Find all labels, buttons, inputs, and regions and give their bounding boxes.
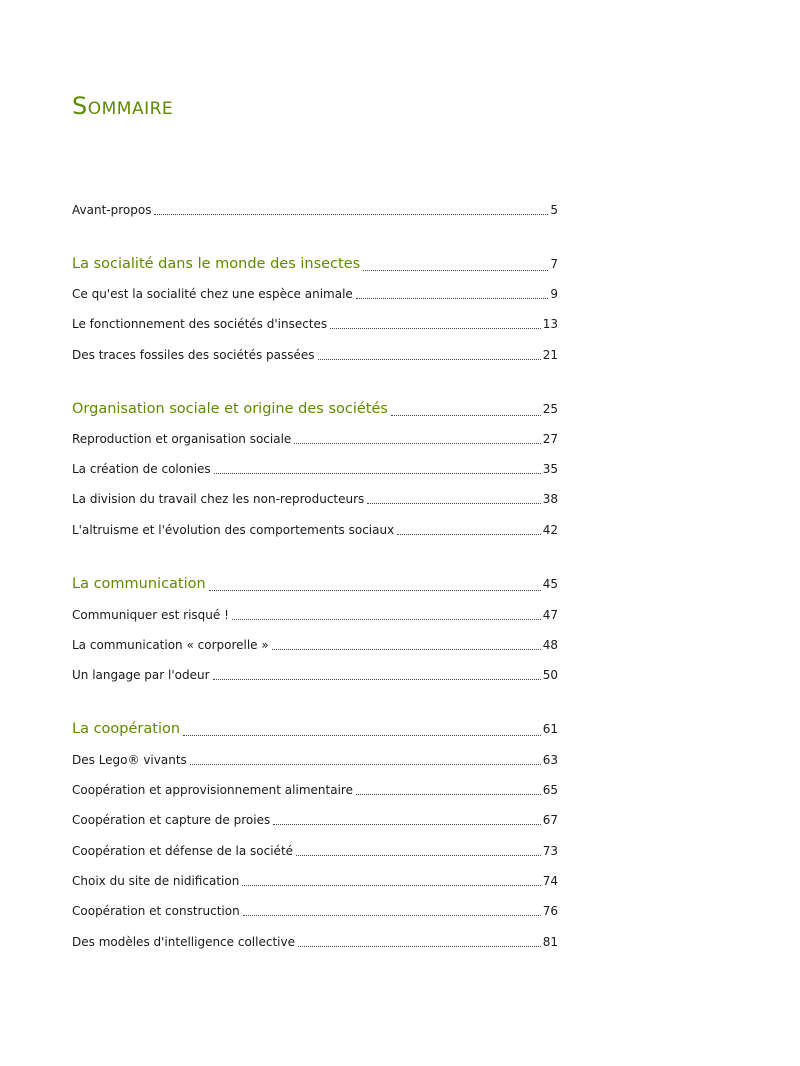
- toc-entry[interactable]: [72, 202, 558, 218]
- toc-entry[interactable]: [72, 782, 558, 798]
- toc-entry-label: La communication « corporelle »: [72, 638, 269, 652]
- toc-section[interactable]: [72, 574, 558, 594]
- dot-leader: [391, 414, 541, 416]
- toc-entry-label: Un langage par l'odeur: [72, 668, 210, 682]
- toc-entry-page: 50: [542, 668, 558, 682]
- toc-entry-label: Des traces fossiles des sociétés passées: [72, 348, 315, 362]
- toc-entry[interactable]: [72, 812, 558, 828]
- toc-entry-label: Reproduction et organisation sociale: [72, 432, 292, 446]
- toc-section-page: 45: [542, 577, 558, 591]
- toc-entry[interactable]: [72, 522, 558, 538]
- dot-leader: [154, 213, 548, 215]
- dot-leader: [298, 945, 541, 947]
- toc-entry-page: 81: [542, 935, 558, 949]
- toc-entry-page: 9: [550, 287, 558, 301]
- dot-leader: [232, 618, 541, 620]
- toc-entry-label: La création de colonies: [72, 462, 211, 476]
- dot-leader: [296, 854, 541, 856]
- toc-entry[interactable]: [72, 431, 558, 447]
- toc-section-page: 7: [550, 257, 558, 271]
- dot-leader: [330, 327, 541, 329]
- dot-leader: [356, 793, 541, 795]
- toc-entry-label: La division du travail chez les non-reproducteurs: [72, 492, 365, 506]
- toc-entry-page: 42: [542, 523, 558, 537]
- toc-entry-page: 47: [542, 608, 558, 622]
- dot-leader: [242, 884, 540, 886]
- toc-entry-label: Des Lego® vivants: [72, 753, 187, 767]
- toc-entry[interactable]: [72, 491, 558, 507]
- toc-section-label: La socialité dans le monde des insectes: [72, 256, 361, 272]
- toc-entry-page: 5: [550, 203, 558, 217]
- toc-entry-label: Coopération et construction: [72, 904, 240, 918]
- toc-entry[interactable]: [72, 286, 558, 302]
- toc-entry-page: 13: [542, 317, 558, 331]
- dot-leader: [214, 472, 541, 474]
- toc-section[interactable]: [72, 719, 558, 739]
- toc-entry[interactable]: [72, 752, 558, 768]
- page-title: Sommaire: [72, 92, 174, 120]
- toc-entry[interactable]: [72, 347, 558, 363]
- toc-entry-page: 67: [542, 813, 558, 827]
- toc-entry-page: 35: [542, 462, 558, 476]
- dot-leader: [294, 442, 540, 444]
- toc-entry-label: Avant-propos: [72, 203, 152, 217]
- toc-entry-page: 27: [542, 432, 558, 446]
- toc-entry-page: 38: [542, 492, 558, 506]
- dot-leader: [273, 823, 541, 825]
- dot-leader: [397, 533, 541, 535]
- toc-entry[interactable]: [72, 316, 558, 332]
- toc-entry-label: Coopération et capture de proies: [72, 813, 271, 827]
- toc-entry-page: 48: [542, 638, 558, 652]
- toc-entry-label: Coopération et approvisionnement alimentaire: [72, 783, 353, 797]
- toc-section[interactable]: [72, 254, 558, 274]
- dot-leader: [183, 734, 541, 736]
- dot-leader: [243, 914, 541, 916]
- toc-entry[interactable]: [72, 637, 558, 653]
- toc-section[interactable]: [72, 399, 558, 419]
- toc-entry[interactable]: [72, 934, 558, 950]
- toc-entry[interactable]: [72, 843, 558, 859]
- toc-entry-label: Le fonctionnement des sociétés d'insectes: [72, 317, 328, 331]
- toc-entry[interactable]: [72, 607, 558, 623]
- dot-leader: [367, 502, 540, 504]
- toc-entry-page: 63: [542, 753, 558, 767]
- toc-entry[interactable]: [72, 873, 558, 889]
- table-of-contents: [72, 0, 558, 1066]
- toc-entry-page: 73: [542, 844, 558, 858]
- dot-leader: [190, 763, 541, 765]
- toc-entry-page: 74: [542, 874, 558, 888]
- toc-entry[interactable]: [72, 903, 558, 919]
- dot-leader: [356, 297, 549, 299]
- toc-section-label: La coopération: [72, 721, 181, 737]
- toc-entry-label: Communiquer est risqué !: [72, 608, 229, 622]
- dot-leader: [209, 589, 541, 591]
- dot-leader: [318, 358, 541, 360]
- toc-entry-page: 21: [542, 348, 558, 362]
- toc-entry-label: L'altruisme et l'évolution des comportements sociaux: [72, 523, 395, 537]
- toc-entry[interactable]: [72, 667, 558, 683]
- toc-section-label: La communication: [72, 576, 206, 592]
- toc-entry-label: Choix du site de nidification: [72, 874, 240, 888]
- toc-entry-page: 76: [542, 904, 558, 918]
- toc-section-label: Organisation sociale et origine des sociétés: [72, 401, 388, 417]
- toc-entry[interactable]: [72, 461, 558, 477]
- toc-section-page: 61: [542, 722, 558, 736]
- toc-section-page: 25: [542, 402, 558, 416]
- dot-leader: [272, 648, 541, 650]
- dot-leader: [363, 269, 548, 271]
- toc-entry-label: Ce qu'est la socialité chez une espèce animale: [72, 287, 353, 301]
- toc-entry-label: Coopération et défense de la société: [72, 844, 294, 858]
- dot-leader: [213, 678, 541, 680]
- toc-entry-label: Des modèles d'intelligence collective: [72, 935, 295, 949]
- toc-entry-page: 65: [542, 783, 558, 797]
